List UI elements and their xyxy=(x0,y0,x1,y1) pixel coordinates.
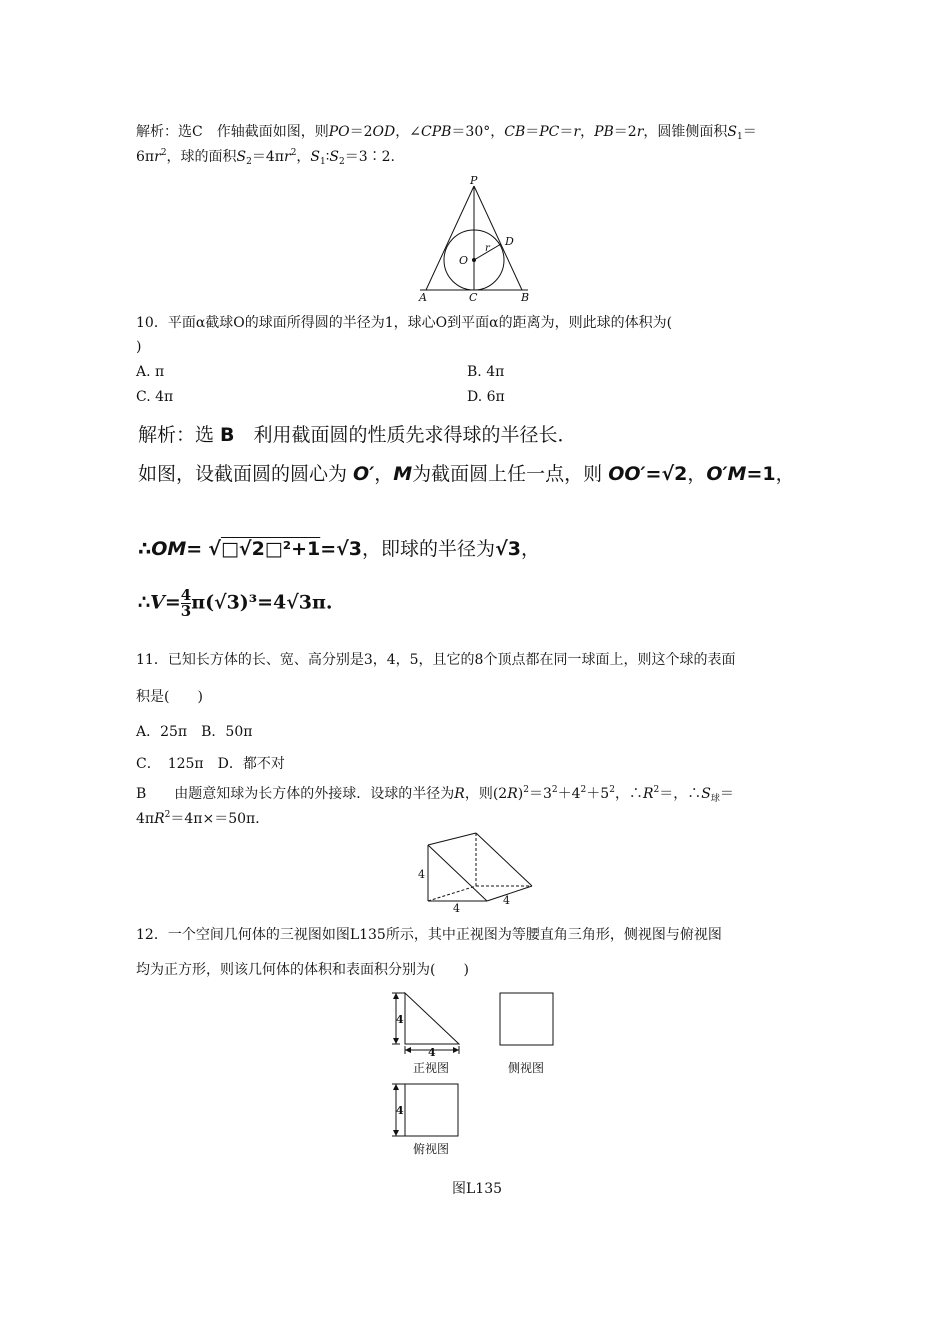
q9-solution-line2: $6\pi r^2$，球的面积$S_2=4\pi r^2$，$S_1∶S_2=3∶2$. xyxy=(136,148,395,167)
q11-stem-line2: 积是( ) xyxy=(136,689,203,705)
front-dim-vertical: 4 xyxy=(396,1013,404,1026)
q10-solution-line3: ∴OM= √□√2□²+1=√3，即球的半径为√3， xyxy=(138,538,540,560)
front-view-label: 正视图 xyxy=(413,1061,450,1075)
q10-stem-line2: ) xyxy=(136,339,142,355)
q9-solution-line1: 解析：选C 作轴截面如图，则PO＝2OD，∠CPB＝30°，CB＝PC＝r，PB＝2r，圆锥侧面积$S_1=$ xyxy=(136,124,757,142)
prism-label-bottom1: 4 xyxy=(453,902,460,915)
q12-stem-line2: 均为正方形，则该几何体的体积和表面积分别为( ) xyxy=(136,962,469,978)
q10-solution-line4: ∴V= $\frac{4}{3}$ π(√3)³=4√3π. xyxy=(138,586,333,620)
label-d: D xyxy=(505,235,514,248)
side-view-square xyxy=(500,993,553,1045)
prism-label-side: 4 xyxy=(418,868,425,881)
label-p: P xyxy=(470,174,478,187)
q10-option-a: A. π xyxy=(136,364,165,380)
front-view-triangle xyxy=(405,993,459,1044)
q10-option-b: B. 4π xyxy=(467,364,505,380)
q11-options-cd: C． 125π D．都不对 xyxy=(136,756,285,772)
q11-stem-line1: 11．已知长方体的长、宽、高分别是3，4，5，且它的8个顶点都在同一球面上，则这个球的表面 xyxy=(136,652,736,668)
label-c: C xyxy=(469,291,478,304)
label-o: O xyxy=(459,254,469,267)
top-view-label: 俯视图 xyxy=(413,1142,450,1156)
q11-solution-line1: B 由题意知球为长方体的外接球．设球的半径为R，则$(2R)^2=3^2+4^2+5^2$，$\therefore R^2=$，$\therefore S_球=$ xyxy=(136,785,734,804)
q12-stem-line1: 12．一个空间几何体的三视图如图L135所示，其中正视图为等腰直角三角形，侧视图与俯视图 xyxy=(136,927,722,943)
side-view-label: 侧视图 xyxy=(508,1061,545,1075)
top-dim-vertical: 4 xyxy=(396,1104,404,1117)
label-r: r xyxy=(485,243,490,254)
q11-solution-line2: $4\pi R^2=4\pi\times=50\pi$． xyxy=(136,810,270,827)
q10-solution-line2: 如图，设截面圆的圆心为 O′，M为截面圆上任一点，则 OO′=√2，O′M=1， xyxy=(138,463,795,485)
q11-options-ab: A．25π B．50π xyxy=(136,724,253,740)
front-dim-horizontal: 4 xyxy=(428,1046,436,1059)
q10-option-c: C. 4π xyxy=(136,389,174,405)
q10-solution-line1: 解析：选 B 利用截面圆的性质先求得球的半径长． xyxy=(138,424,577,446)
q10-stem-line1: 10．平面α截球O的球面所得圆的半径为1，球心O到平面α的距离为，则此球的体积为( xyxy=(136,315,673,331)
label-b: B xyxy=(521,291,530,304)
figure-caption: 图L135 xyxy=(452,1181,503,1197)
top-view-square xyxy=(405,1084,458,1136)
label-a: A xyxy=(419,291,427,304)
prism-label-bottom2: 4 xyxy=(503,894,510,907)
q10-option-d: D. 6π xyxy=(467,389,505,405)
